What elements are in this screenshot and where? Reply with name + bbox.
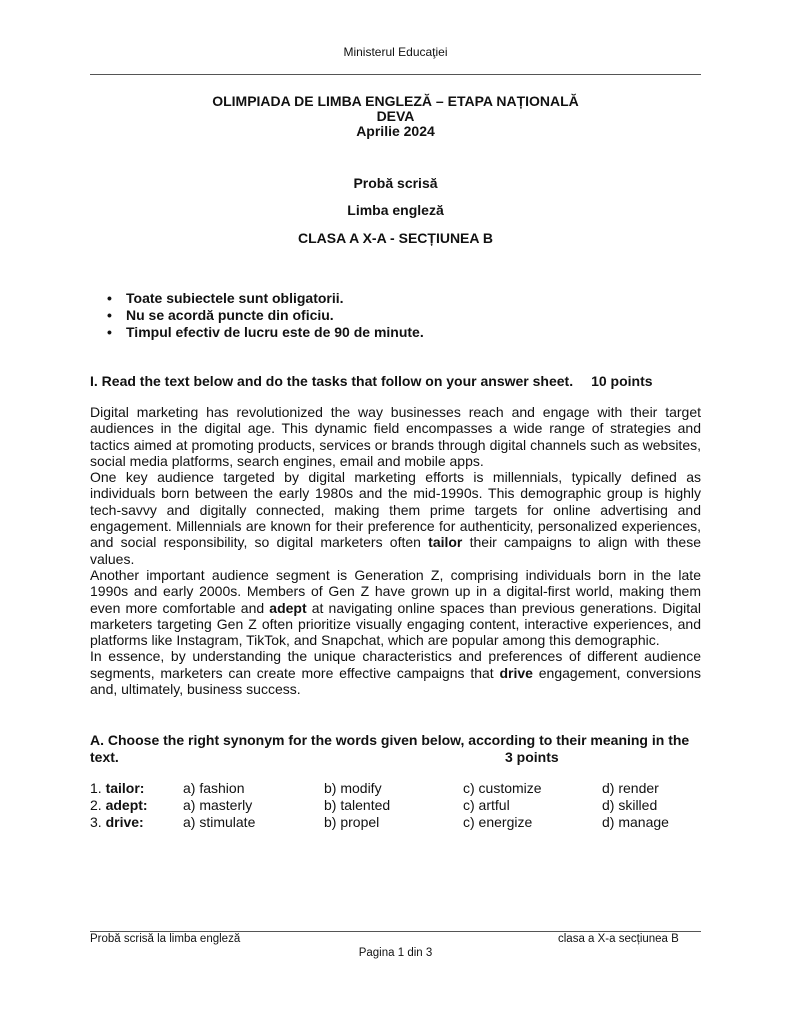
option-c: c) energize	[463, 814, 533, 830]
text-line	[90, 469, 701, 485]
item-word: adept:	[105, 797, 148, 813]
bullet-icon: •	[107, 324, 112, 340]
text-line	[90, 420, 701, 436]
exam-subject: Limba engleză	[347, 202, 444, 218]
text-segment: their campaigns to align with these	[462, 534, 701, 551]
item-word: drive:	[105, 814, 144, 830]
option-c: c) customize	[463, 780, 542, 796]
exam-class: CLASA A X-A - SECȚIUNEA B	[298, 230, 493, 246]
text-line	[90, 485, 701, 501]
key-word: drive	[499, 664, 533, 681]
text-segment: even more comfortable and	[90, 599, 270, 616]
option-a: a) masterly	[183, 797, 253, 813]
text-segment: One key audience targeted by digital marketing efforts is millennials, typically defined as	[90, 469, 701, 486]
section-1-heading	[90, 373, 653, 389]
text-segment: Digital marketing has revolutionized the way businesses reach and engage with their target	[90, 404, 701, 420]
text-segment: segments, marketers can create more effective campaigns that	[90, 664, 500, 681]
instruction-item	[107, 290, 424, 307]
text-line	[90, 534, 701, 550]
reading-text	[90, 404, 701, 697]
task-a-points: 3 points	[505, 748, 559, 765]
option-b: b) propel	[324, 814, 380, 830]
exam-type: Probă scrisă	[353, 175, 438, 191]
instruction-text: Timpul efectiv de lucru este de 90 de minute.	[126, 324, 424, 340]
exam-title	[0, 94, 791, 139]
bullet-icon: •	[107, 307, 112, 323]
section-1-instruction: I. Read the text below and do the tasks that follow on your answer sheet.	[90, 373, 574, 389]
text-segment: individuals born between the early 1980s and the mid-1990s. This demographic group is highly	[90, 485, 701, 502]
text-line	[90, 518, 701, 534]
text-line	[90, 404, 701, 420]
header-ministry: Ministerul Educaţiei	[343, 45, 448, 59]
text-segment: and social responsibility, so digital marketers often	[90, 534, 429, 551]
key-word: tailor	[428, 534, 463, 551]
text-segment: audiences in the digital age. This dynamic field encompasses a wide range of strategies and	[90, 420, 701, 437]
option-d: d) render	[602, 780, 659, 796]
text-line	[90, 681, 701, 697]
item-number: 3.	[90, 814, 102, 830]
title-line-1: OLIMPIADA DE LIMBA ENGLEZĂ – ETAPA NAȚIONALĂ	[212, 93, 579, 109]
text-segment: 1990s and early 2000s. Members of Gen Z have grown up in a digital-first world, making them	[90, 583, 701, 600]
text-line	[90, 437, 701, 453]
text-segment: values.	[90, 550, 135, 567]
text-segment: Another important audience segment is Generation Z, comprising individuals born in the late	[90, 566, 701, 583]
page-number: Pagina 1 din 3	[358, 947, 433, 959]
text-line	[90, 453, 701, 469]
item-label	[90, 780, 144, 797]
option-d: d) skilled	[602, 797, 658, 813]
text-line	[90, 665, 701, 681]
footer-left: Probă scrisă la limba engleză	[90, 933, 241, 945]
title-line-3: Aprilie 2024	[356, 123, 435, 139]
item-label	[90, 797, 148, 814]
synonym-options	[90, 780, 710, 831]
text-segment: and, ultimately, business success.	[90, 681, 301, 698]
footer-divider	[90, 931, 701, 932]
text-segment: platforms like Instagram, TikTok, and Snapchat, which are popular among this demographic.	[90, 632, 660, 649]
key-word: adept	[269, 599, 307, 616]
footer-right: clasa a X-a secțiunea B	[558, 933, 679, 945]
option-b: b) modify	[324, 780, 382, 796]
option-row	[90, 797, 710, 814]
item-word: tailor:	[105, 780, 145, 796]
text-segment: at navigating online spaces than previous generations. Digital	[306, 599, 701, 616]
instruction-text: Nu se acordă puncte din oficiu.	[126, 307, 334, 323]
task-a-heading	[90, 732, 701, 765]
text-line	[90, 600, 701, 616]
section-1-points: 10 points	[591, 373, 653, 389]
task-a-instruction: A. Choose the right synonym for the words given below, according to their meaning in the text.	[90, 732, 690, 765]
text-segment: In essence, by understanding the unique characteristics and preferences of different audience	[90, 648, 701, 665]
text-line	[90, 551, 701, 567]
option-a: a) fashion	[183, 780, 245, 796]
text-segment: engagement. Millennials are known for their preference for authenticity, personalized experiences,	[90, 518, 701, 535]
item-label	[90, 814, 144, 831]
option-a: a) stimulate	[183, 814, 256, 830]
text-segment: social media platforms, search engines, email and mobile apps.	[90, 452, 484, 469]
option-row	[90, 814, 710, 831]
bullet-icon: •	[107, 290, 112, 306]
text-segment: tech-savvy and digitally connected, making them prime targets for online advertising and	[90, 501, 701, 518]
text-line	[90, 648, 701, 664]
text-line	[90, 632, 701, 648]
instruction-text: Toate subiectele sunt obligatorii.	[126, 290, 344, 306]
option-d: d) manage	[602, 814, 669, 830]
instructions-list	[107, 290, 424, 341]
text-line	[90, 583, 701, 599]
item-number: 2.	[90, 797, 102, 813]
item-number: 1.	[90, 780, 102, 796]
instruction-item	[107, 307, 424, 324]
option-row	[90, 780, 710, 797]
text-segment: tactics aimed at promoting products, services or brands through digital channels such as websites,	[90, 436, 701, 453]
text-segment: marketers targeting Gen Z often prioritize visually engaging content, interactive experiences, and	[90, 615, 701, 632]
option-c: c) artful	[463, 797, 510, 813]
header-divider	[90, 74, 701, 75]
title-line-2: DEVA	[376, 108, 415, 124]
instruction-item	[107, 324, 424, 341]
text-line	[90, 567, 701, 583]
option-b: b) talented	[324, 797, 391, 813]
text-segment: engagement, conversions	[532, 664, 701, 681]
text-line	[90, 616, 701, 632]
text-line	[90, 502, 701, 518]
